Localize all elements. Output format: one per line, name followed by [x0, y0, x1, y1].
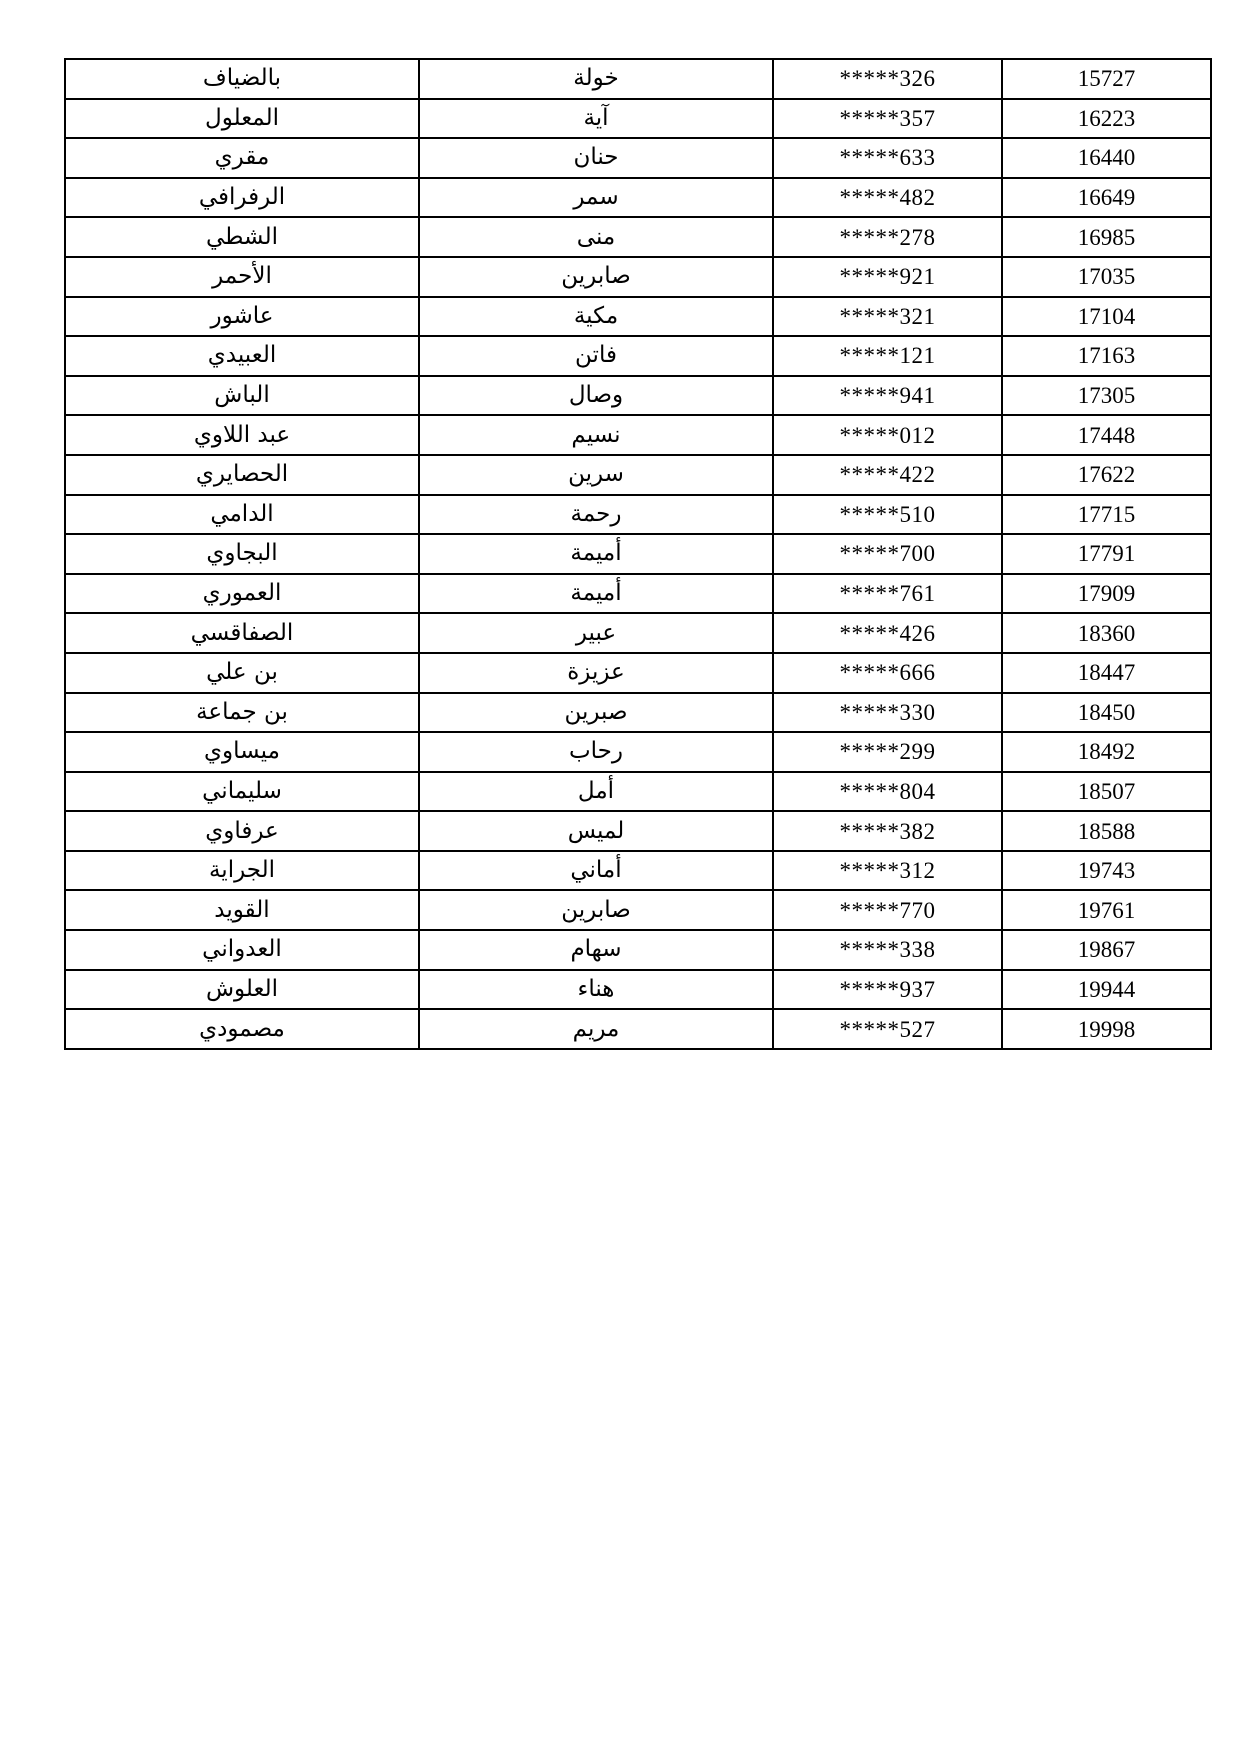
- first-name-cell: أمل: [419, 772, 773, 812]
- table-row: [65, 1009, 1211, 1049]
- table-body: [65, 59, 1211, 1049]
- id-number-cell: *****426: [773, 613, 1002, 653]
- first-name-cell: حنان: [419, 138, 773, 178]
- family-name-cell: العبيدي: [65, 336, 419, 376]
- family-name-cell: الشطي: [65, 217, 419, 257]
- registration-number-cell: 17909: [1002, 574, 1211, 614]
- id-number-cell: *****326: [773, 59, 1002, 99]
- table-row: [65, 297, 1211, 337]
- id-number-cell: *****527: [773, 1009, 1002, 1049]
- registration-number-cell: 17791: [1002, 534, 1211, 574]
- table-row: [65, 732, 1211, 772]
- id-number-cell: *****357: [773, 99, 1002, 139]
- table-row: [65, 574, 1211, 614]
- family-name-cell: بن علي: [65, 653, 419, 693]
- family-name-cell: البجاوي: [65, 534, 419, 574]
- results-table: [64, 58, 1212, 1050]
- registration-number-cell: 16223: [1002, 99, 1211, 139]
- id-number-cell: *****121: [773, 336, 1002, 376]
- family-name-cell: عاشور: [65, 297, 419, 337]
- family-name-cell: بالضياف: [65, 59, 419, 99]
- id-number-cell: *****321: [773, 297, 1002, 337]
- id-number-cell: *****761: [773, 574, 1002, 614]
- first-name-cell: وصال: [419, 376, 773, 416]
- first-name-cell: منى: [419, 217, 773, 257]
- table-row: [65, 138, 1211, 178]
- family-name-cell: سليماني: [65, 772, 419, 812]
- first-name-cell: سهام: [419, 930, 773, 970]
- registration-number-cell: 17448: [1002, 415, 1211, 455]
- first-name-cell: أميمة: [419, 574, 773, 614]
- family-name-cell: العدواني: [65, 930, 419, 970]
- registration-number-cell: 18447: [1002, 653, 1211, 693]
- family-name-cell: الرفرافي: [65, 178, 419, 218]
- table-row: [65, 970, 1211, 1010]
- id-number-cell: *****422: [773, 455, 1002, 495]
- table-row: [65, 890, 1211, 930]
- family-name-cell: مصمودي: [65, 1009, 419, 1049]
- registration-number-cell: 17035: [1002, 257, 1211, 297]
- table-row: [65, 455, 1211, 495]
- registration-number-cell: 17622: [1002, 455, 1211, 495]
- family-name-cell: ميساوي: [65, 732, 419, 772]
- registration-number-cell: 19743: [1002, 851, 1211, 891]
- family-name-cell: المعلول: [65, 99, 419, 139]
- first-name-cell: لميس: [419, 811, 773, 851]
- id-number-cell: *****482: [773, 178, 1002, 218]
- registration-number-cell: 16440: [1002, 138, 1211, 178]
- first-name-cell: صبرين: [419, 693, 773, 733]
- family-name-cell: مقري: [65, 138, 419, 178]
- first-name-cell: عزيزة: [419, 653, 773, 693]
- registration-number-cell: 18507: [1002, 772, 1211, 812]
- family-name-cell: الجراية: [65, 851, 419, 891]
- id-number-cell: *****937: [773, 970, 1002, 1010]
- family-name-cell: الصفاقسي: [65, 613, 419, 653]
- first-name-cell: هناء: [419, 970, 773, 1010]
- family-name-cell: العلوش: [65, 970, 419, 1010]
- family-name-cell: الدامي: [65, 495, 419, 535]
- id-number-cell: *****633: [773, 138, 1002, 178]
- id-number-cell: *****312: [773, 851, 1002, 891]
- table-row: [65, 336, 1211, 376]
- table-row: [65, 217, 1211, 257]
- table-row: [65, 851, 1211, 891]
- id-number-cell: *****510: [773, 495, 1002, 535]
- registration-number-cell: 18492: [1002, 732, 1211, 772]
- id-number-cell: *****278: [773, 217, 1002, 257]
- registration-number-cell: 19944: [1002, 970, 1211, 1010]
- family-name-cell: بن جماعة: [65, 693, 419, 733]
- registration-number-cell: 18450: [1002, 693, 1211, 733]
- registration-number-cell: 18588: [1002, 811, 1211, 851]
- table-row: [65, 772, 1211, 812]
- table-row: [65, 613, 1211, 653]
- first-name-cell: مريم: [419, 1009, 773, 1049]
- table-row: [65, 930, 1211, 970]
- registration-number-cell: 17104: [1002, 297, 1211, 337]
- registration-number-cell: 15727: [1002, 59, 1211, 99]
- id-number-cell: *****941: [773, 376, 1002, 416]
- table-row: [65, 495, 1211, 535]
- id-number-cell: *****666: [773, 653, 1002, 693]
- registration-number-cell: 17305: [1002, 376, 1211, 416]
- id-number-cell: *****012: [773, 415, 1002, 455]
- table-row: [65, 811, 1211, 851]
- id-number-cell: *****804: [773, 772, 1002, 812]
- id-number-cell: *****330: [773, 693, 1002, 733]
- first-name-cell: آية: [419, 99, 773, 139]
- first-name-cell: خولة: [419, 59, 773, 99]
- registration-number-cell: 19761: [1002, 890, 1211, 930]
- first-name-cell: رحمة: [419, 495, 773, 535]
- table-row: [65, 376, 1211, 416]
- table-row: [65, 257, 1211, 297]
- family-name-cell: العموري: [65, 574, 419, 614]
- id-number-cell: *****700: [773, 534, 1002, 574]
- first-name-cell: أماني: [419, 851, 773, 891]
- id-number-cell: *****299: [773, 732, 1002, 772]
- id-number-cell: *****770: [773, 890, 1002, 930]
- first-name-cell: صابرين: [419, 257, 773, 297]
- registration-number-cell: 19998: [1002, 1009, 1211, 1049]
- family-name-cell: الحصايري: [65, 455, 419, 495]
- table-row: [65, 99, 1211, 139]
- registration-number-cell: 16985: [1002, 217, 1211, 257]
- first-name-cell: أميمة: [419, 534, 773, 574]
- family-name-cell: القويد: [65, 890, 419, 930]
- registration-number-cell: 17163: [1002, 336, 1211, 376]
- first-name-cell: سرين: [419, 455, 773, 495]
- first-name-cell: فاتن: [419, 336, 773, 376]
- first-name-cell: سمر: [419, 178, 773, 218]
- id-number-cell: *****338: [773, 930, 1002, 970]
- first-name-cell: صابرين: [419, 890, 773, 930]
- first-name-cell: رحاب: [419, 732, 773, 772]
- id-number-cell: *****382: [773, 811, 1002, 851]
- first-name-cell: عبير: [419, 613, 773, 653]
- registration-number-cell: 17715: [1002, 495, 1211, 535]
- family-name-cell: عرفاوي: [65, 811, 419, 851]
- registration-number-cell: 16649: [1002, 178, 1211, 218]
- table-row: [65, 653, 1211, 693]
- family-name-cell: الأحمر: [65, 257, 419, 297]
- family-name-cell: الباش: [65, 376, 419, 416]
- table-row: [65, 415, 1211, 455]
- table-row: [65, 59, 1211, 99]
- registration-number-cell: 19867: [1002, 930, 1211, 970]
- table-row: [65, 693, 1211, 733]
- table-row: [65, 534, 1211, 574]
- first-name-cell: مكية: [419, 297, 773, 337]
- table-row: [65, 178, 1211, 218]
- registration-number-cell: 18360: [1002, 613, 1211, 653]
- id-number-cell: *****921: [773, 257, 1002, 297]
- first-name-cell: نسيم: [419, 415, 773, 455]
- family-name-cell: عبد اللاوي: [65, 415, 419, 455]
